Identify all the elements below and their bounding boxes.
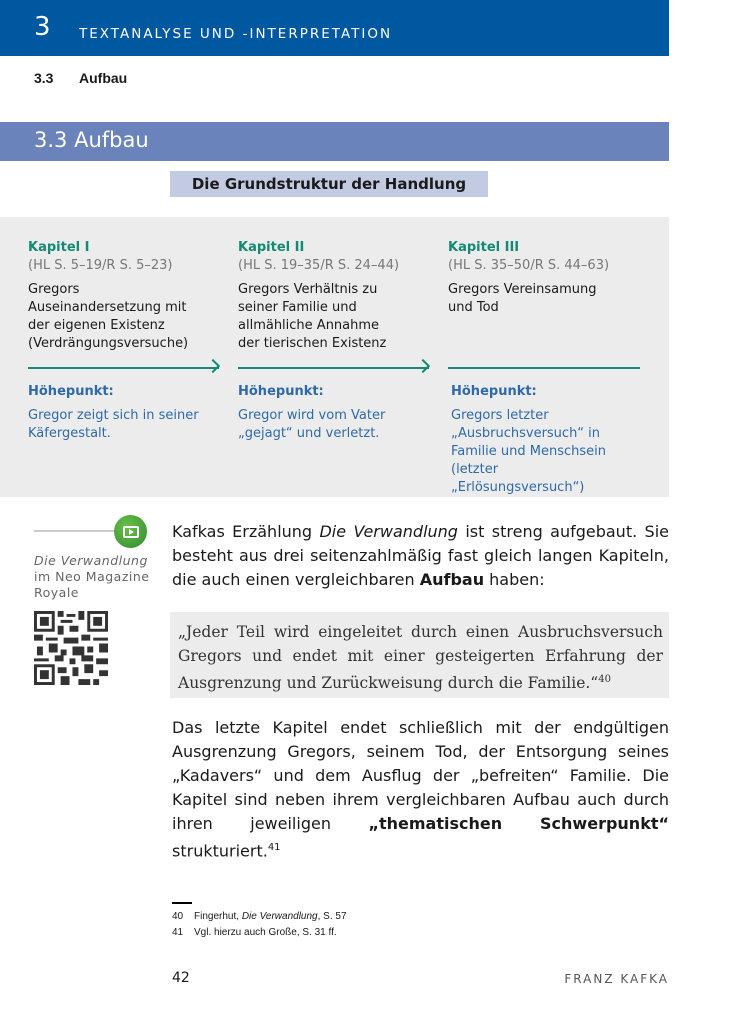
chapter-label: Kapitel III bbox=[448, 240, 520, 255]
text: haben: bbox=[484, 570, 545, 589]
keyword: Aufbau bbox=[419, 570, 485, 589]
footnote-text: Fingerhut, bbox=[194, 911, 242, 922]
page-number: 42 bbox=[172, 970, 190, 986]
quote-text: „Jeder Teil wird eingeleitet durch einen Ausbruchsversuch Gregors und endet mit einer gesteigerten Erfahrung der Ausgrenzung und Zurückweisung durch die Familie.“ bbox=[178, 623, 663, 693]
arrow-line bbox=[28, 367, 219, 369]
climax-text: Gregor wird vom Vater „gejagt“ und verletzt. bbox=[238, 408, 386, 441]
section-title: 3.3 Aufbau bbox=[0, 122, 669, 161]
chapter-description: Gregors Vereinsamung und Tod bbox=[448, 282, 597, 315]
climax-text: Gregor zeigt sich in seiner Käfergestalt. bbox=[28, 408, 199, 441]
diagram-title: Die Grundstruktur der Handlung bbox=[170, 171, 488, 197]
chapter-title: TEXTANALYSE UND -INTERPRETATION bbox=[79, 26, 393, 42]
chapter-label: Kapitel II bbox=[238, 240, 305, 255]
video-caption-title: Die Verwandlung bbox=[34, 553, 148, 568]
footnote bbox=[172, 927, 337, 938]
chapter-header-bar bbox=[0, 0, 669, 56]
chapter-pages: (HL S. 5–19/R S. 5–23) bbox=[28, 258, 173, 273]
climax-text: Gregors letzter „Ausbruchsversuch“ in Familie und Menschsein (letzter „Erlösungsversuch“) bbox=[451, 408, 606, 495]
footnote-text: Vgl. hierzu auch Große, S. 31 ff. bbox=[194, 927, 337, 938]
video-caption bbox=[34, 553, 164, 601]
footnote-title: Die Verwandlung bbox=[241, 911, 318, 922]
arrow-line bbox=[238, 367, 429, 369]
chapter-description: Gregors Auseinandersetzung mit der eigenen Existenz (Verdrängungsversuche) bbox=[28, 282, 189, 351]
keyword: „thematischen Schwerpunkt“ bbox=[368, 814, 669, 833]
qr-code[interactable] bbox=[34, 611, 108, 685]
chapter-pages: (HL S. 35–50/R S. 44–63) bbox=[448, 258, 610, 273]
chapter-column bbox=[28, 239, 228, 353]
footnote-ref[interactable]: 41 bbox=[267, 842, 281, 853]
text: ist streng aufgebaut. Sie besteht aus drei seitenzahlmäßig fast gleich langen Kapiteln, die auch einen vergleichbaren bbox=[172, 522, 669, 589]
footnote-number: 41 bbox=[172, 927, 184, 938]
chapter-column bbox=[238, 239, 438, 353]
video-caption-text: im Neo Magazine Royale bbox=[34, 569, 150, 600]
footnote-divider bbox=[172, 902, 192, 904]
arrow-line bbox=[448, 367, 640, 369]
running-footer-author: FRANZ KAFKA bbox=[564, 972, 669, 986]
work-title: Die Verwandlung bbox=[319, 522, 458, 541]
footnote bbox=[172, 911, 347, 922]
chapter-column bbox=[448, 239, 648, 317]
running-sub-number: 3.3 bbox=[34, 70, 54, 86]
text: Kafkas Erzählung bbox=[172, 522, 320, 541]
footnote-text: , S. 57 bbox=[317, 911, 347, 922]
chapter-pages: (HL S. 19–35/R S. 24–44) bbox=[238, 258, 400, 273]
climax bbox=[451, 383, 651, 497]
body-paragraph bbox=[172, 716, 669, 863]
structure-diagram bbox=[0, 217, 669, 497]
climax bbox=[28, 383, 228, 443]
block-quote bbox=[170, 612, 669, 698]
climax-label: Höhepunkt: bbox=[238, 384, 324, 399]
footnote-number: 40 bbox=[172, 911, 184, 922]
video-play-icon[interactable] bbox=[114, 515, 147, 548]
sidebar-divider bbox=[34, 530, 116, 532]
running-sub-title: Aufbau bbox=[79, 70, 128, 86]
arrow-right-icon bbox=[416, 359, 430, 373]
text: Das letzte Kapitel endet schließlich mit der endgültigen Ausgrenzung Gregors, seinem Tod, der Entsorgung seines „Kadavers“ und dem Ausflug der „befreiten“ Familie. Die Kapitel sind neben ihrem vergleichbaren Aufbau auch durch ihren jeweiligen bbox=[172, 718, 669, 833]
arrow-right-icon bbox=[206, 359, 220, 373]
chapter-number: 3 bbox=[34, 12, 51, 42]
body-paragraph bbox=[172, 520, 669, 592]
footnote-ref[interactable]: 40 bbox=[598, 674, 611, 685]
climax bbox=[238, 383, 438, 443]
text: strukturiert. bbox=[172, 841, 268, 861]
climax-label: Höhepunkt: bbox=[28, 384, 114, 399]
chapter-description: Gregors Verhältnis zu seiner Familie und allmähliche Annahme der tierischen Existenz bbox=[238, 282, 387, 351]
chapter-label: Kapitel I bbox=[28, 240, 90, 255]
climax-label: Höhepunkt: bbox=[451, 384, 537, 399]
